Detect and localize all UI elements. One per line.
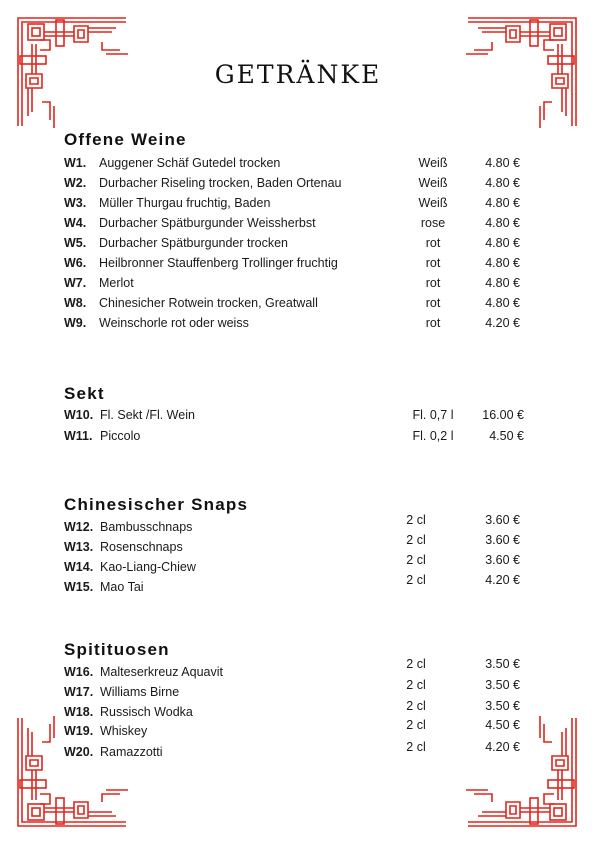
item-price: 4.50 €: [485, 718, 520, 732]
item-number: W15.: [64, 580, 94, 594]
item-price: 4.80 €: [485, 276, 520, 290]
item-type: rot: [425, 276, 441, 290]
item-volume: 2 cl: [406, 533, 426, 547]
item-number: W6.: [64, 256, 87, 270]
item-name: Heilbronner Stauffenberg Trollinger fruchtig: [99, 256, 338, 270]
item-number: W7.: [64, 276, 87, 290]
menu-item: [64, 215, 534, 231]
page-title: GETRÄNKE: [214, 60, 382, 89]
item-name: Chinesicher Rotwein trocken, Greatwall: [99, 296, 318, 310]
section-title-offene-weine: Offene Weine: [64, 130, 187, 149]
item-number: W14.: [64, 560, 94, 574]
item-number: W4.: [64, 216, 87, 230]
item-type: rose: [420, 216, 446, 230]
item-price: 4.80 €: [485, 256, 520, 270]
menu-item: [64, 407, 534, 423]
item-name: Auggener Schäf Gutedel trocken: [99, 156, 281, 170]
item-price: 4.80 €: [485, 236, 520, 250]
item-name: Williams Birne: [100, 685, 180, 699]
menu-item: [64, 195, 534, 211]
item-price: 4.80 €: [485, 216, 520, 230]
item-name: Bambusschnaps: [100, 520, 193, 534]
item-name: Kao-Liang-Chiew: [100, 560, 196, 574]
item-price: 3.60 €: [485, 553, 520, 567]
item-name: Mao Tai: [100, 580, 144, 594]
item-volume: Fl. 0,7 l: [412, 408, 454, 422]
item-number: W5.: [64, 236, 87, 250]
item-type: Weiß: [418, 156, 448, 170]
item-name: Fl. Sekt /Fl. Wein: [100, 408, 195, 422]
item-number: W20.: [64, 745, 94, 759]
item-price: 4.20 €: [485, 573, 520, 587]
item-volume: 2 cl: [406, 699, 426, 713]
item-price: 4.50 €: [489, 429, 524, 443]
item-name: Müller Thurgau fruchtig, Baden: [99, 196, 271, 210]
item-volume: 2 cl: [406, 657, 426, 671]
item-price: 4.20 €: [485, 740, 520, 754]
item-price: 3.50 €: [485, 657, 520, 671]
menu-item: [64, 428, 534, 444]
item-volume: 2 cl: [406, 678, 426, 692]
item-volume: 2 cl: [406, 740, 426, 754]
item-volume: 2 cl: [406, 573, 426, 587]
menu-item: [64, 295, 534, 311]
item-name: Rosenschnaps: [100, 540, 183, 554]
item-name: Durbacher Riseling trocken, Baden Ortenau: [99, 176, 342, 190]
menu-item: [64, 235, 534, 251]
item-price: 4.80 €: [485, 156, 520, 170]
item-number: W10.: [64, 408, 94, 422]
item-name: Piccolo: [100, 429, 141, 443]
menu-item: [64, 255, 534, 271]
item-number: W2.: [64, 176, 87, 190]
item-price: 3.50 €: [485, 678, 520, 692]
item-number: W16.: [64, 665, 94, 679]
item-name: Ramazzotti: [100, 745, 163, 759]
item-number: W3.: [64, 196, 87, 210]
item-number: W12.: [64, 520, 94, 534]
item-number: W8.: [64, 296, 87, 310]
menu-item: [64, 155, 534, 171]
item-number: W11.: [64, 429, 93, 443]
item-price: 3.50 €: [485, 699, 520, 713]
item-number: W19.: [64, 724, 94, 738]
item-number: W13.: [64, 540, 94, 554]
menu-item: [64, 315, 534, 331]
item-name: Whiskey: [100, 724, 148, 738]
menu-item: [64, 275, 534, 291]
section-title-spitituosen: Spitituosen: [64, 640, 170, 659]
item-price: 4.80 €: [485, 176, 520, 190]
item-name: Weinschorle rot oder weiss: [99, 316, 249, 330]
item-volume: 2 cl: [406, 513, 426, 527]
item-name: Russisch Wodka: [100, 705, 193, 719]
item-price: 4.80 €: [485, 196, 520, 210]
item-type: Weiß: [418, 176, 448, 190]
item-number: W1.: [64, 156, 87, 170]
item-volume: Fl. 0,2 l: [412, 429, 454, 443]
item-type: rot: [425, 256, 441, 270]
section-title-chinesischer-snaps: Chinesischer Snaps: [64, 495, 249, 514]
item-price: 4.80 €: [485, 296, 520, 310]
item-price: 4.20 €: [485, 316, 520, 330]
item-name: Durbacher Spätburgunder Weissherbst: [99, 216, 316, 230]
item-number: W17.: [64, 685, 94, 699]
item-type: rot: [425, 316, 441, 330]
item-type: Weiß: [418, 196, 448, 210]
item-name: Durbacher Spätburgunder trocken: [99, 236, 289, 250]
item-number: W9.: [64, 316, 87, 330]
item-number: W18.: [64, 705, 94, 719]
item-name: Malteserkreuz Aquavit: [100, 665, 223, 679]
item-price: 16.00 €: [482, 408, 524, 422]
section-title-sekt: Sekt: [64, 384, 105, 403]
item-volume: 2 cl: [406, 553, 426, 567]
menu-item: [64, 175, 534, 191]
item-type: rot: [425, 296, 441, 310]
item-price: 3.60 €: [485, 513, 520, 527]
item-name: Merlot: [99, 276, 134, 290]
item-price: 3.60 €: [485, 533, 520, 547]
item-type: rot: [425, 236, 441, 250]
item-volume: 2 cl: [406, 718, 426, 732]
